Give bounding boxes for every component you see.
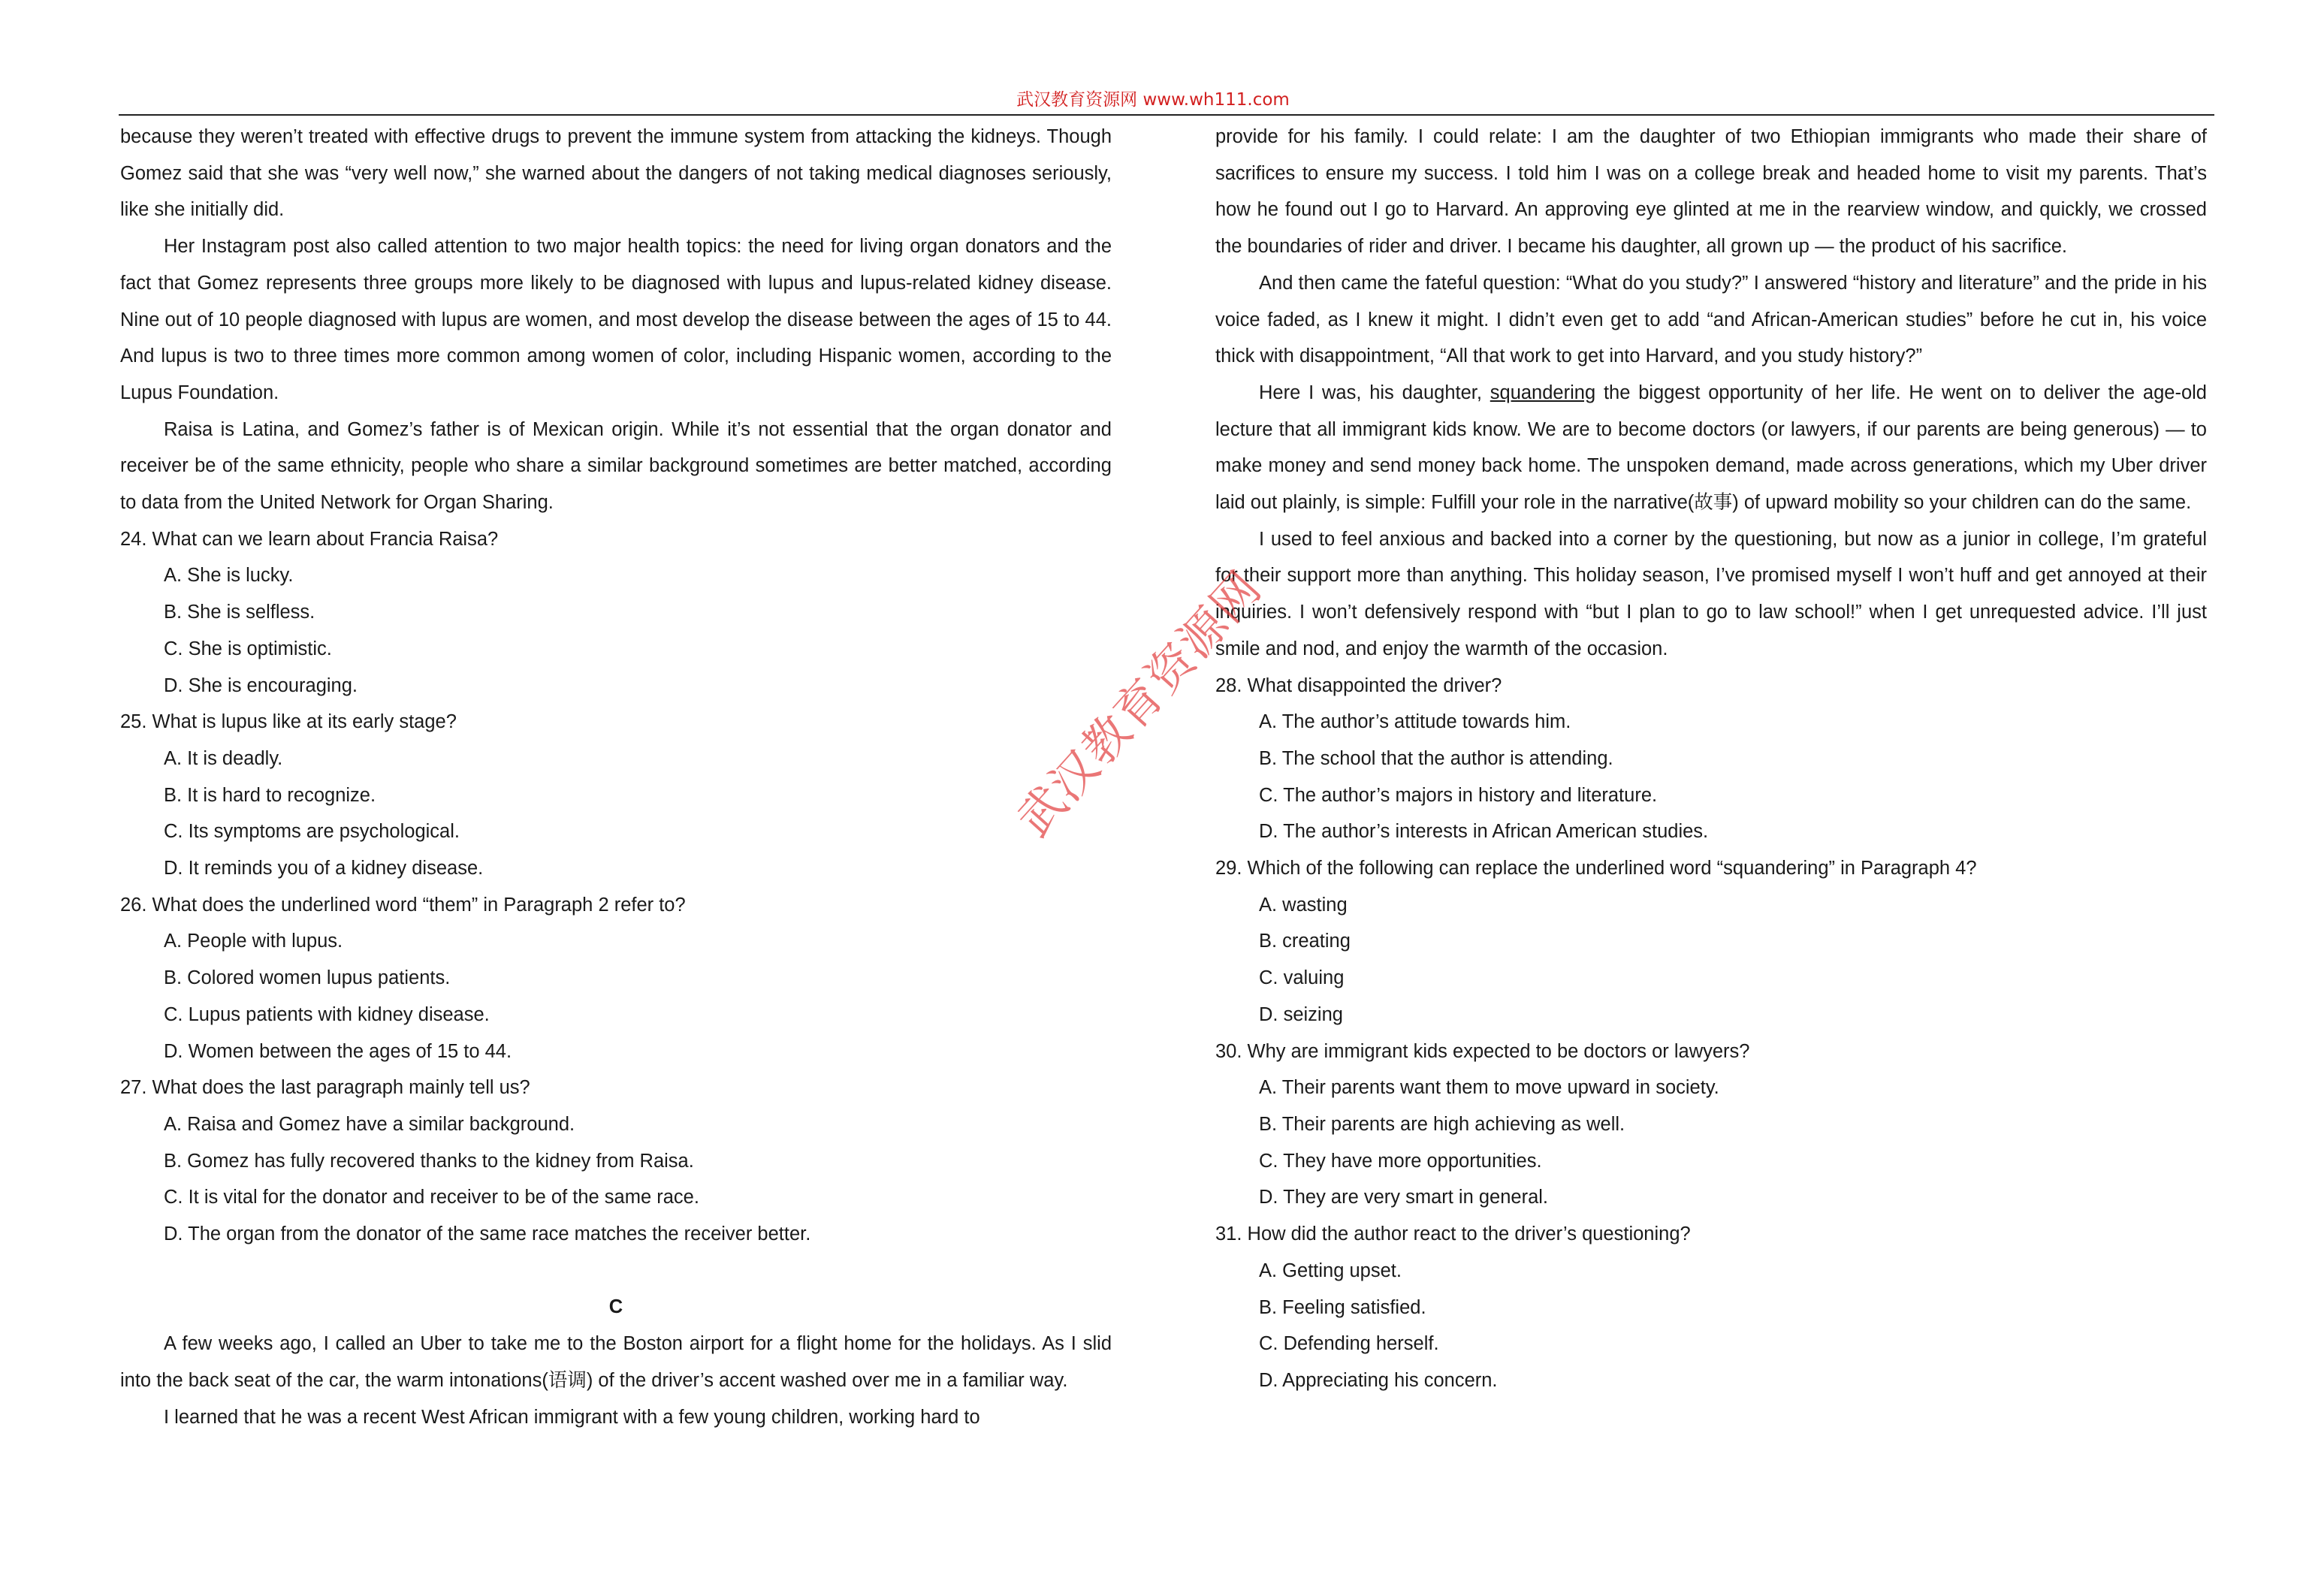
option-24b: B. She is selfless. — [164, 602, 315, 623]
section-spacer — [120, 1253, 1112, 1290]
passage-paragraph — [1215, 375, 2207, 521]
underlined-word: squandering — [1490, 382, 1596, 403]
option-28a: A. The author’s attitude towards him. — [1259, 711, 1571, 733]
option-24d: D. She is encouraging. — [164, 674, 358, 696]
option-30d: D. They are very smart in general. — [1259, 1187, 1549, 1208]
option-30c: C. They have more opportunities. — [1259, 1150, 1542, 1172]
option-27b: B. Gomez has fully recovered thanks to the kidney from Raisa. — [164, 1150, 694, 1172]
option-27c: C. It is vital for the donator and receiver to be of the same race. — [164, 1187, 699, 1208]
header-divider — [119, 114, 2214, 116]
question-31: 31. How did the author react to the driver’s questioning? — [1215, 1223, 1691, 1245]
question-30: 30. Why are immigrant kids expected to be doctors or lawyers? — [1215, 1040, 1750, 1062]
option-25a: A. It is deadly. — [164, 747, 283, 769]
passage-paragraph: provide for his family. I could relate: I am the daughter of two Ethiopian immigrants who made their share of sacrifices to ensure my success. I told him I was on a college break and headed home to visit my parents. That’s how he found out I go to Harvard. An approving eye glinted at me in the rearview window, and quickly, we crossed the boundaries of rider and driver. I became his daughter, all grown up — the product of his sacrifice. — [1215, 126, 2207, 258]
option-26b: B. Colored women lupus patients. — [164, 967, 451, 989]
option-26a: A. People with lupus. — [164, 931, 343, 952]
left-column — [120, 119, 1112, 1435]
passage-paragraph: because they weren’t treated with effective drugs to prevent the immune system from attacking the kidneys. Though Gomez said that she was “very well now,” she warned about the dangers of not taking medical diagnoses seriously, like she initially did. — [120, 126, 1112, 221]
option-26d: D. Women between the ages of 15 to 44. — [164, 1040, 512, 1062]
passage-paragraph: And then came the fateful question: “What do you study?” I answered “history and literature” and the pride in his voice faded, as I knew it might. I didn’t even get to add “and African-American studies” before he cut in, his voice thick with disappointment, “All that work to get into Harvard, and you study history?” — [1215, 272, 2207, 367]
option-29d: D. seizing — [1259, 1003, 1343, 1025]
question-29: 29. Which of the following can replace the underlined word “squandering” in Paragraph 4? — [1215, 858, 1977, 879]
option-31c: C. Defending herself. — [1259, 1333, 1439, 1355]
passage-paragraph: I learned that he was a recent West African immigrant with a few young children, working hard to — [164, 1406, 980, 1428]
question-27: 27. What does the last paragraph mainly tell us? — [120, 1077, 530, 1099]
option-29a: A. wasting — [1259, 894, 1348, 916]
option-28d: D. The author’s interests in African American studies. — [1259, 821, 1709, 843]
option-24a: A. She is lucky. — [164, 565, 294, 587]
option-26c: C. Lupus patients with kidney disease. — [164, 1003, 490, 1025]
passage-paragraph: I used to feel anxious and backed into a corner by the questioning, but now as a junior in college, I’m grateful for their support more than anything. This holiday season, I’ve promised myself I won’t huff and get annoyed at their inquiries. I won’t defensively respond with “but I plan to go to law school!” when I get unrequested advice. I’ll just smile and nod, and enjoy the warmth of the occasion. — [1215, 528, 2207, 659]
passage-paragraph: Raisa is Latina, and Gomez’s father is of Mexican origin. While it’s not essential that the organ donator and receiver be of the same ethnicity, people who share a similar background sometimes are better matched, according to data from the United Network for Organ Sharing. — [120, 418, 1112, 514]
question-26: 26. What does the underlined word “them” in Paragraph 2 refer to? — [120, 894, 686, 916]
option-24c: C. She is optimistic. — [164, 638, 332, 659]
option-25b: B. It is hard to recognize. — [164, 784, 376, 806]
option-30b: B. Their parents are high achieving as well. — [1259, 1113, 1625, 1135]
option-31b: B. Feeling satisfied. — [1259, 1296, 1426, 1318]
option-25c: C. Its symptoms are psychological. — [164, 821, 460, 843]
option-28c: C. The author’s majors in history and literature. — [1259, 784, 1658, 806]
option-25d: D. It reminds you of a kidney disease. — [164, 858, 484, 879]
passage-text: Here I was, his daughter, — [1259, 382, 1490, 403]
question-28: 28. What disappointed the driver? — [1215, 674, 1502, 696]
watermark-text: 武汉教育资源网 — [1006, 560, 1272, 847]
passage-paragraph: Her Instagram post also called attention to two major health topics: the need for living organ donators and the fact that Gomez represents three groups more likely to be diagnosed with lupus and lupus-related kidney disease. Nine out of 10 people diagnosed with lupus are women, and most develop the disease between the ages of 15 to 44. And lupus is two to three times more common among women of color, including Hispanic women, according to the Lupus Foundation. — [120, 236, 1112, 403]
option-28b: B. The school that the author is attending. — [1259, 747, 1613, 769]
option-29b: B. creating — [1259, 931, 1351, 952]
option-27a: A. Raisa and Gomez have a similar background. — [164, 1113, 575, 1135]
option-29c: C. valuing — [1259, 967, 1345, 989]
passage-text: the biggest opportunity of her life. He went on to deliver the age-old lecture that all immigrant kids know. We are to become doctors (or lawyers, if our parents are being generous) — to make money and send money back home. The unspoken demand, made across generations, which my Uber driver laid out plainly, is simple: Fulfill your role in the narrative(故事) of upward mobility so your children can do the same. — [1215, 382, 2207, 514]
question-25: 25. What is lupus like at its early stage? — [120, 711, 457, 733]
question-24: 24. What can we learn about Francia Raisa? — [120, 528, 499, 550]
passage-paragraph: A few weeks ago, I called an Uber to take me to the Boston airport for a flight home for the holidays. As I slid into the back seat of the car, the warm intonations(语调) of the driver’s accent washed over me in a familiar way. — [120, 1333, 1112, 1391]
section-heading: C — [608, 1296, 623, 1318]
right-column — [1215, 119, 2207, 1399]
header-site-link[interactable]: 武汉教育资源网 www.wh111.com — [1016, 90, 1290, 110]
option-31d: D. Appreciating his concern. — [1259, 1369, 1498, 1391]
option-30a: A. Their parents want them to move upward in society. — [1259, 1077, 1719, 1099]
option-27d: D. The organ from the donator of the same race matches the receiver better. — [164, 1223, 811, 1245]
option-31a: A. Getting upset. — [1259, 1260, 1402, 1281]
